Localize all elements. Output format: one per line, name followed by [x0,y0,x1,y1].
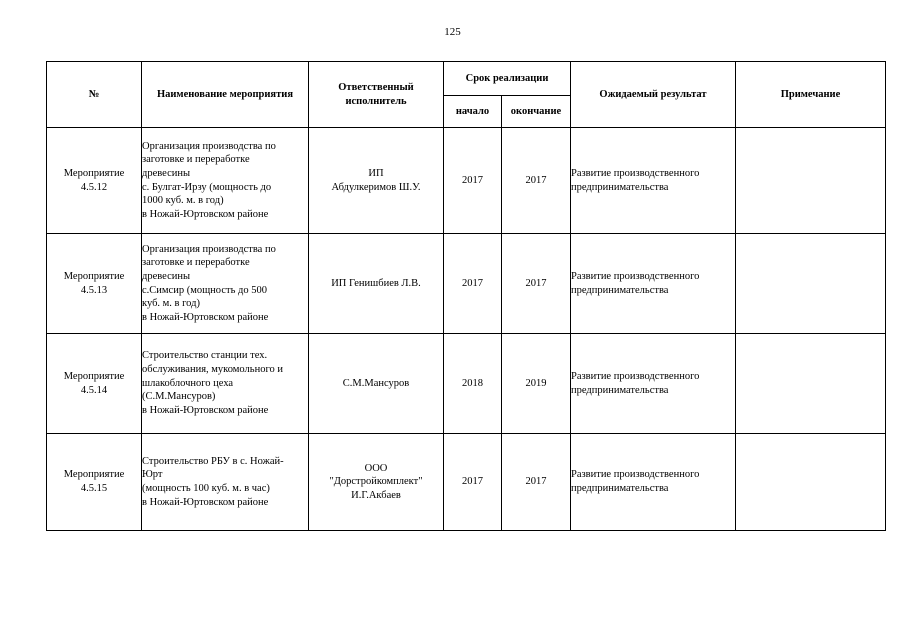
row-name: Организация производства по заготовке и переработке древесины с.Симсир (мощность до 500 куб. м. в год) в Ножай-Юртовском районе [142,234,309,334]
row-responsible: ООО "Дорстройкомплект" И.Г.Акбаев [309,434,444,531]
page-number: 125 [444,26,461,38]
row-num: Мероприятие 4.5.15 [47,434,142,531]
row-start-year: 2017 [444,234,502,334]
row-end-year: 2017 [502,434,571,531]
header-name: Наименование мероприятия [142,62,309,128]
row-note [736,434,886,531]
row-result: Развитие производственного предпринимательства [571,234,736,334]
row-name: Строительство станции тех. обслуживания, мукомольного и шлакоблочного цеха (С.М.Мансуров) в Ножай-Юртовском районе [142,334,309,434]
row-end-year: 2019 [502,334,571,434]
row-start-year: 2017 [444,128,502,234]
row-num: Мероприятие 4.5.13 [47,234,142,334]
row-responsible: ИП Генишбиев Л.В. [309,234,444,334]
row-responsible: ИП Абдулкеримов Ш.У. [309,128,444,234]
header-term: Срок реализации [444,62,571,96]
header-num: № [47,62,142,128]
table-row [47,434,886,531]
row-note [736,334,886,434]
row-name: Организация производства по заготовке и переработке древесины с. Булгат-Ирзу (мощность до 1000 куб. м. в год) в Ножай-Юртовском районе [142,128,309,234]
row-end-year: 2017 [502,128,571,234]
row-result: Развитие производственного предпринимательства [571,334,736,434]
row-result: Развитие производственного предпринимательства [571,128,736,234]
header-note: Примечание [736,62,886,128]
row-responsible: С.М.Мансуров [309,334,444,434]
row-note [736,234,886,334]
measures-table [46,61,886,531]
table-row [47,234,886,334]
row-num: Мероприятие 4.5.12 [47,128,142,234]
row-name: Строительство РБУ в с. Ножай- Юрт (мощность 100 куб. м. в час) в Ножай-Юртовском районе [142,434,309,531]
row-start-year: 2017 [444,434,502,531]
row-end-year: 2017 [502,234,571,334]
header-start: начало [444,96,502,128]
row-note [736,128,886,234]
header-end: окончание [502,96,571,128]
table-row [47,334,886,434]
table-row [47,128,886,234]
header-result: Ожидаемый результат [571,62,736,128]
header-responsible: Ответственный исполнитель [309,62,444,128]
row-start-year: 2018 [444,334,502,434]
row-result: Развитие производственного предпринимательства [571,434,736,531]
row-num: Мероприятие 4.5.14 [47,334,142,434]
